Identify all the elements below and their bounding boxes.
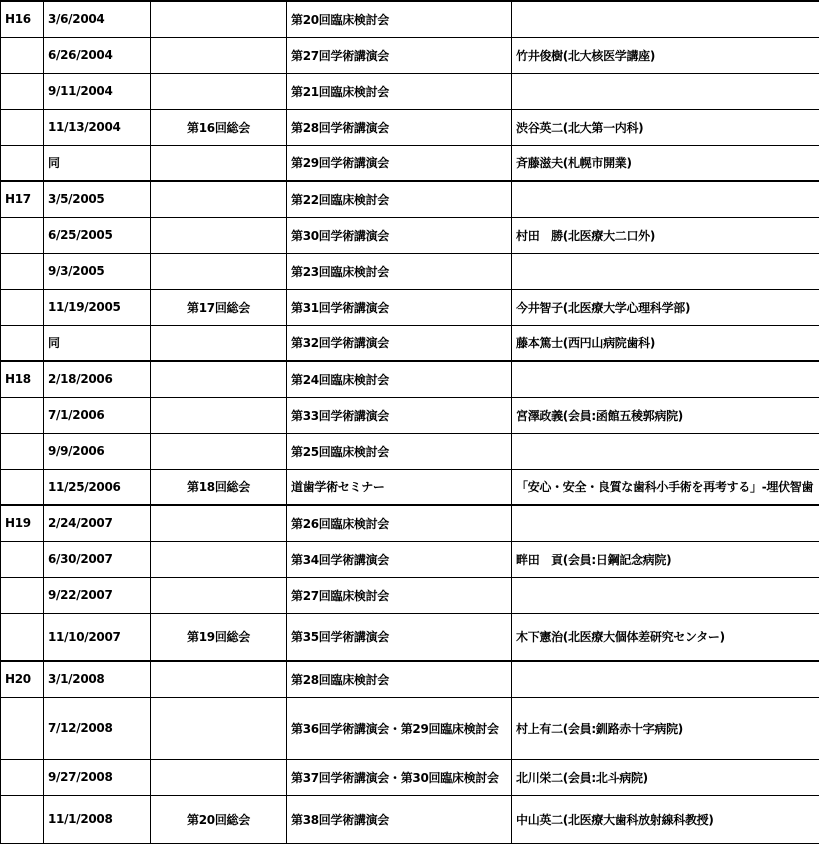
date-cell[interactable]: 3/6/2004	[44, 1, 151, 37]
speaker-cell[interactable]: 北川栄二(会員:北斗病院)	[512, 759, 819, 795]
date-cell[interactable]: 9/22/2007	[44, 577, 151, 613]
event-cell[interactable]: 第38回学術講演会	[287, 795, 512, 843]
date-cell[interactable]: 9/11/2004	[44, 73, 151, 109]
table-row	[1, 289, 819, 325]
event-cell[interactable]: 第28回学術講演会	[287, 109, 512, 145]
assembly-cell[interactable]	[151, 397, 287, 433]
event-cell[interactable]: 第24回臨床検討会	[287, 361, 512, 397]
speaker-cell[interactable]: 木下憲治(北医療大個体差研究センター)	[512, 613, 819, 661]
assembly-cell[interactable]	[151, 661, 287, 697]
table-row	[1, 505, 819, 541]
event-cell[interactable]: 第33回学術講演会	[287, 397, 512, 433]
era-cell[interactable]	[1, 217, 44, 253]
era-cell[interactable]	[1, 37, 44, 73]
table-row	[1, 795, 819, 843]
event-cell[interactable]: 第25回臨床検討会	[287, 433, 512, 469]
era-cell[interactable]: H19	[1, 505, 44, 541]
speaker-cell[interactable]	[512, 361, 819, 397]
event-cell[interactable]: 第34回学術講演会	[287, 541, 512, 577]
assembly-cell[interactable]	[151, 577, 287, 613]
event-cell[interactable]: 第27回臨床検討会	[287, 577, 512, 613]
table-row	[1, 325, 819, 361]
era-cell[interactable]	[1, 253, 44, 289]
era-cell[interactable]: H20	[1, 661, 44, 697]
speaker-cell[interactable]: 村田 勝(北医療大二口外)	[512, 217, 819, 253]
speaker-cell[interactable]	[512, 253, 819, 289]
era-cell[interactable]	[1, 109, 44, 145]
era-cell[interactable]	[1, 397, 44, 433]
era-cell[interactable]	[1, 577, 44, 613]
era-cell[interactable]	[1, 795, 44, 843]
date-cell[interactable]: 9/27/2008	[44, 759, 151, 795]
assembly-cell[interactable]	[151, 541, 287, 577]
assembly-cell[interactable]	[151, 1, 287, 37]
date-cell[interactable]: 11/10/2007	[44, 613, 151, 661]
table-row	[1, 613, 819, 661]
date-cell[interactable]: 同	[44, 325, 151, 361]
assembly-cell[interactable]: 第17回総会	[151, 289, 287, 325]
assembly-cell[interactable]	[151, 505, 287, 541]
event-cell[interactable]: 第22回臨床検討会	[287, 181, 512, 217]
table-row	[1, 541, 819, 577]
speaker-cell[interactable]	[512, 505, 819, 541]
date-cell[interactable]: 11/1/2008	[44, 795, 151, 843]
table-row	[1, 73, 819, 109]
event-cell[interactable]: 第30回学術講演会	[287, 217, 512, 253]
speaker-cell[interactable]: 宮澤政義(会員:函館五稜郭病院)	[512, 397, 819, 433]
date-cell[interactable]: 3/1/2008	[44, 661, 151, 697]
era-cell[interactable]: H17	[1, 181, 44, 217]
speaker-cell[interactable]	[512, 181, 819, 217]
speaker-cell[interactable]: 中山英二(北医療大歯科放射線科教授)	[512, 795, 819, 843]
date-cell[interactable]: 同	[44, 145, 151, 181]
era-cell[interactable]: H18	[1, 361, 44, 397]
date-cell[interactable]: 7/1/2006	[44, 397, 151, 433]
era-cell[interactable]	[1, 541, 44, 577]
table-row	[1, 397, 819, 433]
date-cell[interactable]: 11/25/2006	[44, 469, 151, 505]
date-cell[interactable]: 11/13/2004	[44, 109, 151, 145]
assembly-cell[interactable]	[151, 759, 287, 795]
event-cell[interactable]: 第29回学術講演会	[287, 145, 512, 181]
assembly-cell[interactable]	[151, 361, 287, 397]
table-row	[1, 253, 819, 289]
assembly-cell[interactable]: 第19回総会	[151, 613, 287, 661]
speaker-cell[interactable]	[512, 73, 819, 109]
era-cell[interactable]: H16	[1, 1, 44, 37]
table-row	[1, 109, 819, 145]
table-row	[1, 361, 819, 397]
speaker-cell[interactable]: 「安心・安全・良質な歯科小手術を再考する」-埋伏智歯	[512, 469, 819, 505]
date-cell[interactable]: 7/12/2008	[44, 697, 151, 759]
table-row	[1, 433, 819, 469]
event-cell[interactable]: 第20回臨床検討会	[287, 1, 512, 37]
assembly-cell[interactable]	[151, 217, 287, 253]
table-row	[1, 145, 819, 181]
era-cell[interactable]	[1, 289, 44, 325]
era-cell[interactable]	[1, 325, 44, 361]
assembly-cell[interactable]: 第18回総会	[151, 469, 287, 505]
speaker-cell[interactable]	[512, 433, 819, 469]
event-cell[interactable]: 第35回学術講演会	[287, 613, 512, 661]
event-cell[interactable]: 第36回学術講演会・第29回臨床検討会	[287, 697, 512, 759]
speaker-cell[interactable]	[512, 577, 819, 613]
assembly-cell[interactable]	[151, 145, 287, 181]
assembly-cell[interactable]	[151, 253, 287, 289]
era-cell[interactable]	[1, 759, 44, 795]
speaker-cell[interactable]	[512, 1, 819, 37]
table-row	[1, 759, 819, 795]
date-cell[interactable]: 3/5/2005	[44, 181, 151, 217]
speaker-cell[interactable]: 渋谷英二(北大第一内科)	[512, 109, 819, 145]
event-cell[interactable]: 道歯学術セミナー	[287, 469, 512, 505]
assembly-cell[interactable]	[151, 181, 287, 217]
event-cell[interactable]: 第32回学術講演会	[287, 325, 512, 361]
speaker-cell[interactable]	[512, 661, 819, 697]
event-cell[interactable]: 第23回臨床検討会	[287, 253, 512, 289]
assembly-cell[interactable]	[151, 73, 287, 109]
table-row	[1, 37, 819, 73]
speaker-cell[interactable]: 今井智子(北医療大学心理科学部)	[512, 289, 819, 325]
era-cell[interactable]	[1, 469, 44, 505]
event-cell[interactable]: 第27回学術講演会	[287, 37, 512, 73]
date-cell[interactable]: 6/30/2007	[44, 541, 151, 577]
assembly-cell[interactable]	[151, 697, 287, 759]
era-cell[interactable]	[1, 73, 44, 109]
date-cell[interactable]: 11/19/2005	[44, 289, 151, 325]
table-row	[1, 217, 819, 253]
event-cell[interactable]: 第21回臨床検討会	[287, 73, 512, 109]
assembly-cell[interactable]: 第20回総会	[151, 795, 287, 843]
event-cell[interactable]: 第26回臨床検討会	[287, 505, 512, 541]
assembly-cell[interactable]: 第16回総会	[151, 109, 287, 145]
date-cell[interactable]: 6/25/2005	[44, 217, 151, 253]
date-cell[interactable]: 2/24/2007	[44, 505, 151, 541]
speaker-cell[interactable]: 村上有二(会員:釧路赤十字病院)	[512, 697, 819, 759]
era-cell[interactable]	[1, 433, 44, 469]
date-cell[interactable]: 2/18/2006	[44, 361, 151, 397]
speaker-cell[interactable]: 藤本篤士(西円山病院歯科)	[512, 325, 819, 361]
table-body	[1, 1, 819, 843]
assembly-cell[interactable]	[151, 433, 287, 469]
era-cell[interactable]	[1, 145, 44, 181]
table-row	[1, 1, 819, 37]
table-row	[1, 661, 819, 697]
speaker-cell[interactable]: 畔田 貢(会員:日鋼記念病院)	[512, 541, 819, 577]
speaker-cell[interactable]: 斉藤滋夫(札幌市開業)	[512, 145, 819, 181]
event-cell[interactable]: 第37回学術講演会・第30回臨床検討会	[287, 759, 512, 795]
date-cell[interactable]: 9/3/2005	[44, 253, 151, 289]
event-cell[interactable]: 第28回臨床検討会	[287, 661, 512, 697]
table-row	[1, 577, 819, 613]
date-cell[interactable]: 6/26/2004	[44, 37, 151, 73]
assembly-cell[interactable]	[151, 325, 287, 361]
assembly-cell[interactable]	[151, 37, 287, 73]
speaker-cell[interactable]: 竹井俊樹(北大核医学講座)	[512, 37, 819, 73]
table-row	[1, 697, 819, 759]
table-row	[1, 181, 819, 217]
event-cell[interactable]: 第31回学術講演会	[287, 289, 512, 325]
era-cell[interactable]	[1, 697, 44, 759]
era-cell[interactable]	[1, 613, 44, 661]
table-row	[1, 469, 819, 505]
date-cell[interactable]: 9/9/2006	[44, 433, 151, 469]
